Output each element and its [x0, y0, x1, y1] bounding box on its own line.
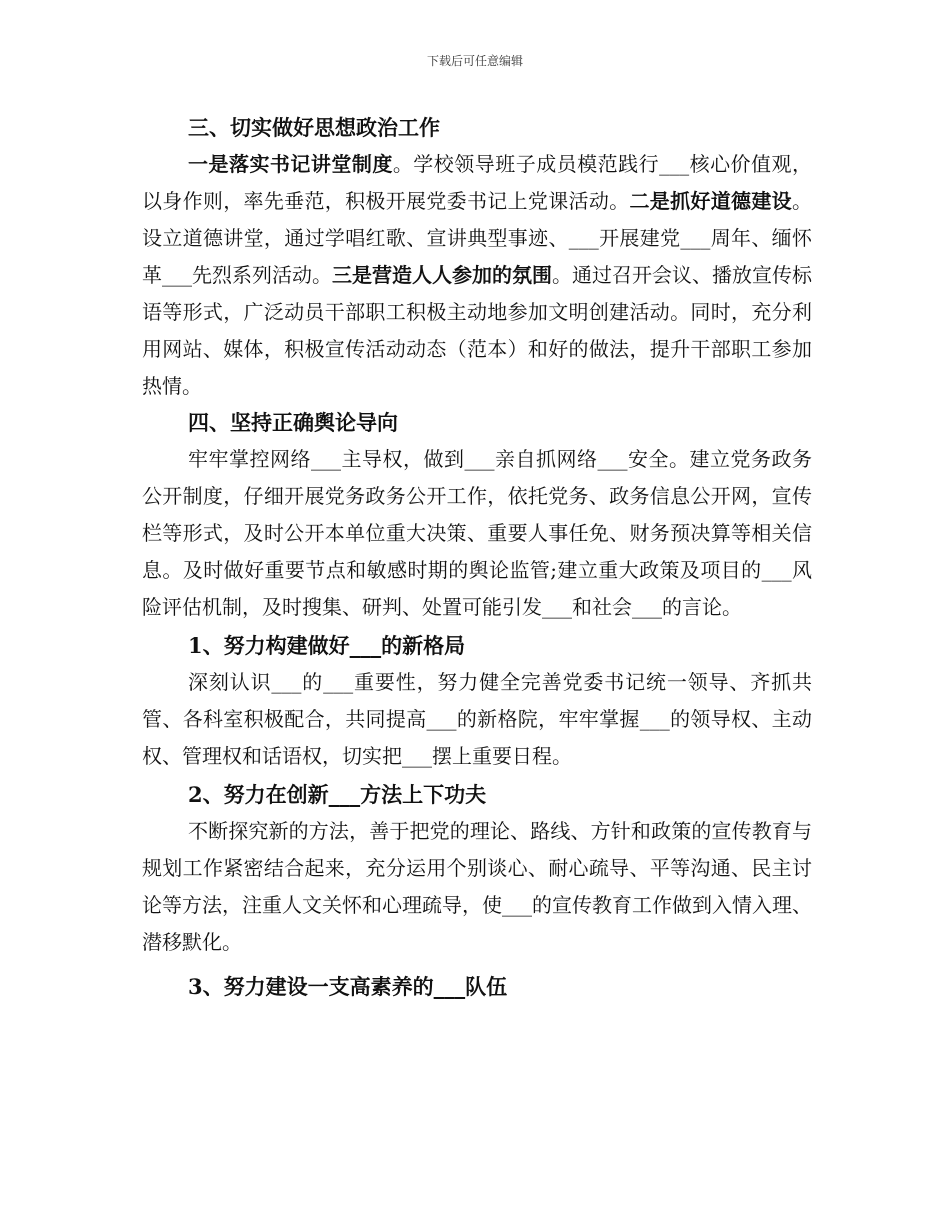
- bold-point-3: 三是营造人人参加的氛围: [332, 263, 552, 287]
- subsection-heading-3: 3、努力建设一支高素养的___队伍: [188, 974, 508, 999]
- section-heading-3: 三、切实做好思想政治工作: [188, 115, 440, 140]
- point-2-text: 。设立道德讲堂，通过学唱红歌、宣讲典型事迹、___开展建党___周年、缅怀革___先烈系列活动。: [142, 189, 812, 287]
- point-3-text: 。通过召开会议、播放宣传标语等形式，广泛动员干部职工积极主动地参加文明创建活动。同时，充分利用网站、媒体，积极宣传活动动态（范本）和好的做法，提升干部职工参加热情。: [142, 263, 812, 398]
- bold-point-1: 一是落实书记讲堂制度: [188, 152, 393, 176]
- subsection-1-paragraph: 深刻认识___的___重要性，努力健全完善党委书记统一领导、齐抓共管、各科室积极配合，共同提高___的新格院，牢牢掌握___的领导权、主动权、管理权和话语权，切实把___摆上重要日程。: [142, 670, 812, 768]
- subsection-heading-2: 2、努力在创新___方法上下功夫: [188, 782, 487, 807]
- subsection-heading-1: 1、努力构建做好___的新格局: [188, 633, 466, 658]
- point-1-text: 。学校领导班子成员模范践行___核心价值观，以身作则，率先垂范，积极开展党委书记上党课活动。: [142, 152, 813, 213]
- section-heading-4: 四、坚持正确舆论导向: [188, 410, 398, 435]
- section-3-paragraph: [142, 146, 812, 405]
- document-body: [142, 110, 812, 1005]
- bold-point-2: 二是抓好道德建设: [629, 189, 792, 213]
- section-4-paragraph: 牢牢掌控网络___主导权，做到___亲自抓网络___安全。建立党务政务公开制度，仔细开展党务政务公开工作，依托党务、政务信息公开网，宣传栏等形式，及时公开本单位重大决策、重要人事任免、财务预决算等相关信息。及时做好重要节点和敏感时期的舆论监管;建立重大政策及项目的___风险评估机制，及时搜集、研判、处置可能引发___和社会___的言论。: [142, 447, 812, 619]
- page-header-note: 下载后可任意编辑: [426, 54, 523, 68]
- subsection-2-paragraph: 不断探究新的方法，善于把党的理论、路线、方针和政策的宣传教育与规划工作紧密结合起来，充分运用个别谈心、耐心疏导、平等沟通、民主讨论等方法，注重人文关怀和心理疏导，使___的宣传教育工作做到入情入理、潜移默化。: [142, 819, 812, 954]
